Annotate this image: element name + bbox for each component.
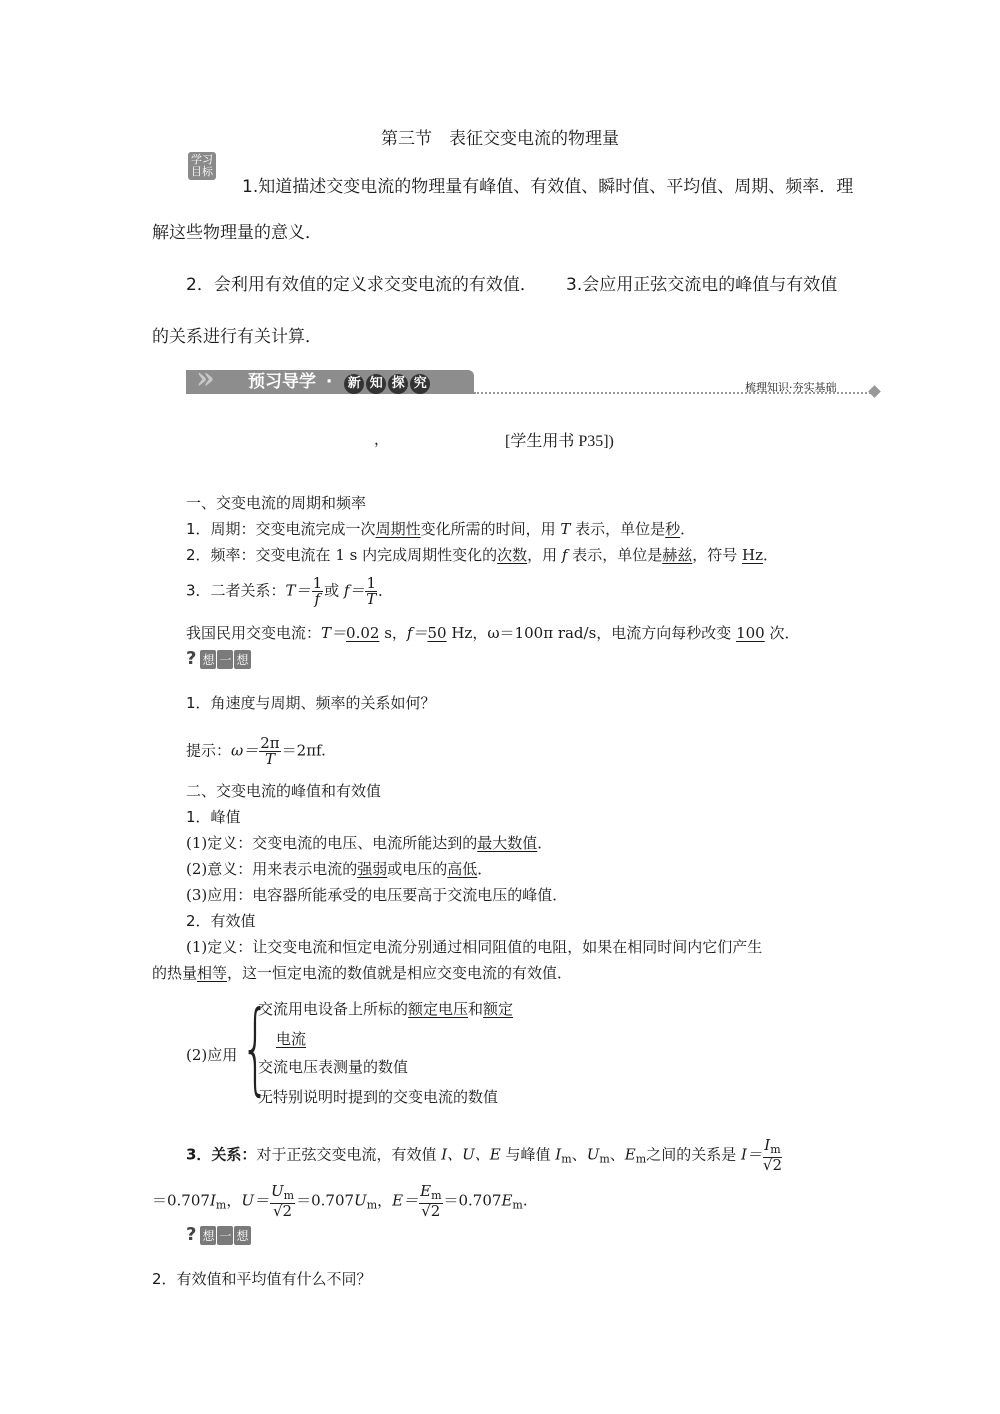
- banner-right-text: 梳理知识·夯实基础: [745, 381, 837, 394]
- fraction-Em-over-sqrt2: $\frac{E_m}{√2}$: [420, 1182, 442, 1220]
- objectives-badge: [188, 152, 216, 180]
- ref-text: [学生用书 P35]): [505, 433, 614, 450]
- peak-application: (3)应用：电容器所能承受的电压要高于交流电压的峰值．: [186, 886, 568, 904]
- blank-max-value: 最大数值: [477, 834, 538, 852]
- banner-left-text: 预习导学: [248, 372, 316, 392]
- section-1-heading: 一、交变电流的周期和频率: [186, 494, 367, 512]
- app-item-1-cont: [276, 1028, 306, 1049]
- fraction-Im-over-sqrt2: $\frac{I_m}{√2}$: [762, 1136, 783, 1174]
- banner-dot: ·: [325, 372, 333, 392]
- app-item-1: 交流用电设备上所标的额定电压和额定: [258, 1000, 514, 1018]
- think-1-hint: 提示：ω＝ $\frac{2\pi}{T}$ ＝2πf.: [186, 734, 326, 768]
- question-hook-icon: ?: [186, 648, 197, 669]
- blank-periodicity: 周期性: [375, 520, 421, 538]
- objective-line-4: 的关系进行有关计算．: [152, 327, 322, 347]
- objective-line-1: 1.知道描述交变电流的物理量有峰值、有效值、瞬时值、平均值、周期、频率．理: [242, 177, 854, 197]
- blank-equal: 相等: [197, 964, 228, 982]
- fraction-1-over-f: $\frac{1}{f}$: [312, 574, 323, 608]
- period-item: 1．周期：交变电流完成一次周期性变化所需的时间，用 T 表示，单位是秒．: [186, 520, 696, 538]
- blank-second: 秒: [665, 520, 681, 538]
- objective-line-3a: 2．会利用有效值的定义求交变电流的有效值．: [186, 275, 537, 295]
- fraction-2pi-over-T: $\frac{2\pi}{T}$: [260, 734, 280, 768]
- fraction-1-over-T: $\frac{1}{T}$: [366, 574, 377, 608]
- frequency-item: 2．频率：交变电流在 1 s 内完成周期性变化的次数，用 f 表示，单位是赫兹，符号 Hz．: [186, 546, 779, 564]
- blank-strength: 强弱: [357, 860, 388, 878]
- banner-title: [248, 370, 430, 394]
- china-ac-line: 我国民用交变电流：T＝0.02 s，f＝50 Hz，ω＝100π rad/s，电流方向每秒改变 100 次．: [186, 624, 800, 642]
- peak-meaning: (2)意义：用来表示电流的强弱或电压的高低．: [186, 860, 493, 878]
- blank-current: 电流: [276, 1030, 307, 1048]
- rms-definition-line-2: 的热量相等，这一恒定电流的数值就是相应交变电流的有效值．: [152, 964, 573, 982]
- blank-hertz: 赫兹: [662, 546, 693, 564]
- blank-direction-changes: 100: [736, 624, 765, 642]
- blank-rated-voltage: 额定电压: [408, 1000, 469, 1018]
- badge-line-1: 学习: [191, 153, 213, 166]
- blank-frequency-value: 50: [427, 624, 447, 642]
- objective-line-2: 解这些物理量的意义．: [152, 223, 322, 243]
- app-item-3: 无特别说明时提到的交变电流的数值: [258, 1088, 499, 1106]
- think-1-question: 1．角速度与周期、频率的关系如何？: [186, 694, 436, 712]
- relation-line-2: $=0.707I_m$，U＝ $\frac{U_m}{√2}$ $=0.707U_m$，E＝ $\frac{E_m}{√2}$ $=0.707E_m$.: [152, 1182, 528, 1220]
- peak-definition: (1)定义：交变电流的电压、电流所能达到的最大数值．: [186, 834, 553, 852]
- circled-char-4: 究: [410, 374, 430, 394]
- diamond-icon: [868, 385, 881, 398]
- brace: {: [241, 989, 270, 1106]
- badge-line-2: 目标: [191, 165, 213, 178]
- circled-char-2: 知: [366, 374, 386, 394]
- app-item-2: 交流电压表测量的数值: [258, 1058, 409, 1076]
- blank-count: 次数: [497, 546, 528, 564]
- blank-hz: Hz: [742, 546, 764, 564]
- relation-line-1: 3．关系：对于正弦交变电流，有效值 I、U、E 与峰值 $I_m$、$U_m$、$E_m$之间的关系是 I＝ $\frac{I_m}{√2}$: [186, 1136, 783, 1174]
- rms-application-label: (2)应用: [186, 1046, 238, 1064]
- section-title: 第三节 表征交变电流的物理量: [381, 129, 619, 149]
- ref-comma: ，: [374, 430, 390, 448]
- fraction-Um-over-sqrt2: $\frac{U_m}{√2}$: [271, 1182, 295, 1220]
- circled-char-1: 新: [344, 374, 364, 394]
- think-marker-2: ? 想 一 想: [186, 1224, 249, 1245]
- rms-definition-line-1: (1)定义：让交变电流和恒定电流分别通过相同阻值的电阻，如果在相同时间内它们产生: [186, 938, 763, 956]
- think-2-question: 2．有效值和平均值有什么不同？: [152, 1270, 372, 1288]
- section-2-heading: 二、交变电流的峰值和有效值: [186, 782, 382, 800]
- relation-item: 3．二者关系：T＝ $\frac{1}{f}$ 或 f＝ $\frac{1}{T}$ ．: [186, 574, 394, 608]
- blank-level: 高低: [447, 860, 478, 878]
- blank-rated: 额定: [483, 1000, 514, 1018]
- circled-char-3: 探: [388, 374, 408, 394]
- chevron-icon: »: [196, 361, 203, 396]
- rms-heading: 2．有效值: [186, 912, 256, 930]
- question-hook-icon: ?: [186, 1224, 197, 1245]
- blank-period-value: 0.02: [346, 624, 380, 642]
- objective-line-3b: 3.会应用正弦交流电的峰值与有效值: [566, 275, 838, 295]
- think-marker-1: ? 想 一 想: [186, 648, 249, 669]
- peak-heading: 1．峰值: [186, 808, 241, 826]
